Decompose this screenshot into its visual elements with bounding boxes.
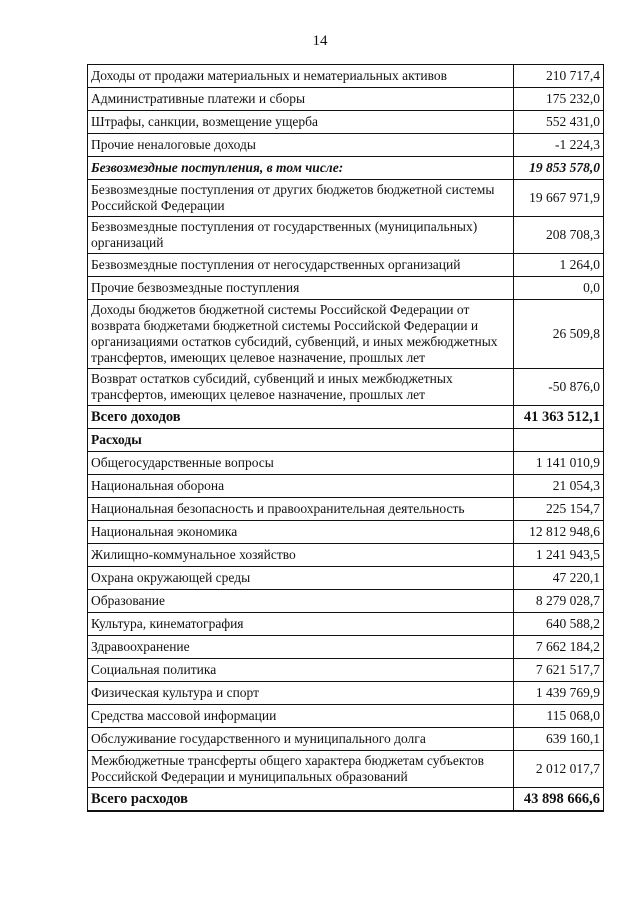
table-row	[88, 590, 604, 613]
row-label: Обслуживание государственного и муниципального долга	[88, 728, 514, 751]
table-row	[88, 682, 604, 705]
row-value: 7 662 184,2	[514, 636, 604, 659]
page-number: 14	[312, 33, 328, 49]
row-label: Здравоохранение	[88, 636, 514, 659]
table-row	[88, 180, 604, 217]
table-row	[88, 659, 604, 682]
table-row	[88, 111, 604, 134]
row-label: Прочие безвозмездные поступления	[88, 277, 514, 300]
row-label: Образование	[88, 590, 514, 613]
table-row	[88, 728, 604, 751]
table-row	[88, 544, 604, 567]
table-row-total-expenses	[88, 788, 604, 812]
row-label: Прочие неналоговые доходы	[88, 134, 514, 157]
table-row	[88, 498, 604, 521]
table-row	[88, 521, 604, 544]
row-label: Безвозмездные поступления от негосударственных организаций	[88, 254, 514, 277]
row-value: -50 876,0	[514, 369, 604, 406]
row-value: 640 588,2	[514, 613, 604, 636]
table-row-total-income	[88, 406, 604, 429]
table-row	[88, 277, 604, 300]
row-label: Безвозмездные поступления, в том числе:	[88, 157, 514, 180]
row-value: -1 224,3	[514, 134, 604, 157]
row-label: Физическая культура и спорт	[88, 682, 514, 705]
row-value: 26 509,8	[514, 300, 604, 369]
row-value: 8 279 028,7	[514, 590, 604, 613]
row-value: 210 717,4	[514, 65, 604, 88]
table-row	[88, 65, 604, 88]
row-label: Безвозмездные поступления от государственных (муниципальных) организаций	[88, 217, 514, 254]
row-label: Культура, кинематография	[88, 613, 514, 636]
table-row	[88, 452, 604, 475]
row-label: Национальная оборона	[88, 475, 514, 498]
table-row-subtotal	[88, 157, 604, 180]
row-label: Штрафы, санкции, возмещение ущерба	[88, 111, 514, 134]
table-row	[88, 613, 604, 636]
row-label: Доходы бюджетов бюджетной системы Российской Федерации от возврата бюджетами бюджетной системы Российской Федерации и организациями остатков субсидий, субвенций, и иных межбюджетных трансфертов, имеющих целевое назначение, прошлых лет	[88, 300, 514, 369]
table-row	[88, 369, 604, 406]
row-value: 1 141 010,9	[514, 452, 604, 475]
table-row	[88, 134, 604, 157]
row-value: 1 241 943,5	[514, 544, 604, 567]
row-label: Межбюджетные трансферты общего характера бюджетам субъектов Российской Федерации и муниципальных образований	[88, 751, 514, 788]
row-value: 41 363 512,1	[514, 406, 604, 429]
row-label: Всего доходов	[88, 406, 514, 429]
table-row	[88, 300, 604, 369]
row-value: 7 621 517,7	[514, 659, 604, 682]
table-row	[88, 254, 604, 277]
row-label: Социальная политика	[88, 659, 514, 682]
row-label: Возврат остатков субсидий, субвенций и иных межбюджетных трансфертов, имеющих целевое назначение, прошлых лет	[88, 369, 514, 406]
row-value: 639 160,1	[514, 728, 604, 751]
row-value: 19 853 578,0	[514, 157, 604, 180]
row-value: 21 054,3	[514, 475, 604, 498]
row-value: 115 068,0	[514, 705, 604, 728]
table-row	[88, 636, 604, 659]
row-label: Доходы от продажи материальных и нематериальных активов	[88, 65, 514, 88]
row-value: 552 431,0	[514, 111, 604, 134]
row-label: Безвозмездные поступления от других бюджетов бюджетной системы Российской Федерации	[88, 180, 514, 217]
row-value: 1 439 769,9	[514, 682, 604, 705]
row-label: Средства массовой информации	[88, 705, 514, 728]
row-label: Жилищно-коммунальное хозяйство	[88, 544, 514, 567]
table-row-section-header	[88, 429, 604, 452]
row-value: 208 708,3	[514, 217, 604, 254]
row-value: 12 812 948,6	[514, 521, 604, 544]
row-label: Расходы	[88, 429, 514, 452]
row-label: Национальная экономика	[88, 521, 514, 544]
table-row	[88, 705, 604, 728]
row-value: 1 264,0	[514, 254, 604, 277]
table-row	[88, 217, 604, 254]
row-label: Общегосударственные вопросы	[88, 452, 514, 475]
table-row	[88, 751, 604, 788]
row-label: Административные платежи и сборы	[88, 88, 514, 111]
row-value: 19 667 971,9	[514, 180, 604, 217]
table-row	[88, 567, 604, 590]
row-value: 43 898 666,6	[514, 788, 604, 812]
table-row	[88, 88, 604, 111]
budget-table	[87, 64, 604, 812]
row-value: 47 220,1	[514, 567, 604, 590]
row-value: 225 154,7	[514, 498, 604, 521]
row-value: 2 012 017,7	[514, 751, 604, 788]
row-value: 175 232,0	[514, 88, 604, 111]
row-value	[514, 429, 604, 452]
row-label: Национальная безопасность и правоохранительная деятельность	[88, 498, 514, 521]
row-label: Всего расходов	[88, 788, 514, 812]
row-value: 0,0	[514, 277, 604, 300]
row-label: Охрана окружающей среды	[88, 567, 514, 590]
table-row	[88, 475, 604, 498]
